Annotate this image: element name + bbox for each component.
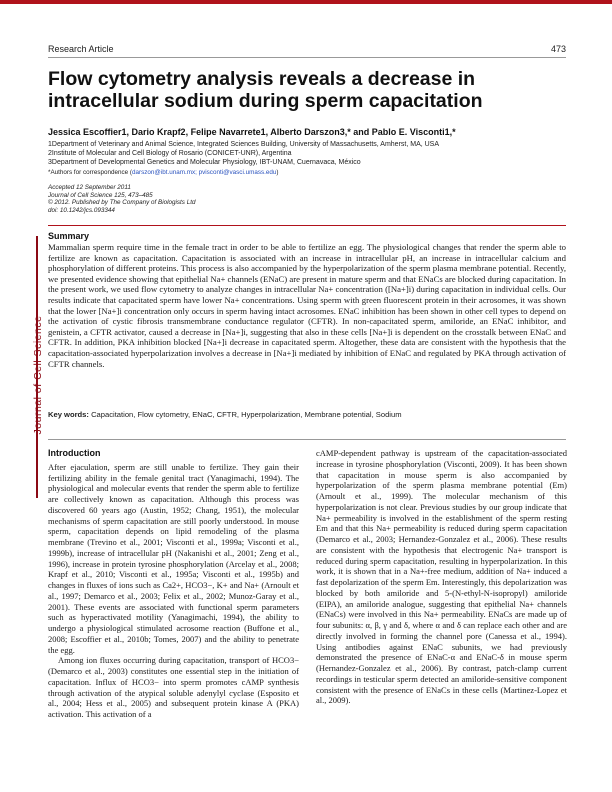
introduction-heading: Introduction [48, 448, 101, 458]
keywords-label: Key words: [48, 410, 89, 419]
article-title: Flow cytometry analysis reveals a decrease in intracellular sodium during sperm capacitation [48, 68, 483, 112]
journal-citation: Journal of Cell Science 125, 473–485 [48, 191, 153, 199]
copyright-line: © 2012. Published by The Company of Biologists Ltd [48, 199, 196, 207]
intro-paragraph-3: cAMP-dependent pathway is upstream of the capacitation-associated increase in tyrosine phosphorylation (Visconti, 2009). It has been shown that capacitation in mouse sperm is also accompanied by hyperpolarization of the sperm plasma membrane potential (Em) (Arnoult et al., 1999). The molecular mechanism of this hyperpolarization is not clear. Previous studies by our group indicate that Na+ permeability is involved in the establishment of the sperm resting Em and that this Na+ permeability is reduced during sperm capacitation (Demarco et al., 2003; Hernandez-Gonzalez et al., 2006). These results are consistent with the hypothesis that electrogenic Na+ transport is reduced during sperm capacitation, resulting in hyperpolarization. In this work, it is shown that in a Na+-free medium, addition of Na+ induced a fast depolarization of the sperm Em. Interestingly, this depolarization was blocked by both amiloride and 5-(N-ethyl-N-isopropyl) amiloride (EIPA), an amiloride analogue, suggesting that epithelial Na+ channels (ENaCs) were involved in this Na+ permeability. ENaCs are made up of four subunits: α, β, γ and δ, where α and δ can replace each other and are directly involved in forming the channel pore (Canessa et al., 1994). Using antibodies against ENaC subunits, we had previously demonstrated the presence of ENaC-α and ENaC-δ in mouse sperm (Hernandez-Gonzalez et al., 2006). By contrast, patch-clamp current recordings in testicular sperm detected an amiloride-sensitive component consistent with the presence of ENaCs in these cells (Martinez-Lopez et al., 2009). [316, 448, 567, 706]
affiliation-1: 1Department of Veterinary and Animal Science, Integrated Sciences Building, University of Massachusetts, Amherst, MA, USA [48, 141, 440, 148]
header-divider [48, 57, 566, 58]
top-accent-bar [0, 0, 612, 4]
affiliation-2: 2Institute of Molecular and Cell Biology of Rosario (CONICET-UNR), Argentina [48, 149, 292, 157]
page-number: 473 [550, 44, 566, 54]
publication-info [48, 184, 195, 214]
affiliation-3: 3Department of Developmental Genetics and Molecular Physiology, IBT-UNAM, Cuernavaca, México [48, 158, 361, 166]
intro-paragraph-2: Among ion fluxes occurring during capacitation, transport of HCO3− (Demarco et al., 2003) constitutes one essential step in the initiation of capacitation. Influx of HCO3− into sperm promotes cAMP synthesis through activation of the atypical soluble adenylyl cyclase (Esposito et al., 2004; Hess et al., 2005) and subsequent protein kinase A (PKA) activation. This activation of a [48, 655, 299, 719]
doi-line: doi: 10.1242/jcs.093344 [48, 206, 115, 214]
accepted-date: Accepted 12 September 2011 [48, 184, 131, 191]
correspondence-label: *Authors for correspondence ( [48, 168, 133, 176]
correspondence-emails[interactable]: darszon@ibt.unam.mx; pvisconti@vasci.umass.edu [132, 168, 277, 176]
intro-paragraph-1: After ejaculation, sperm are still unable to fertilize. They gain their fertilizing ability in the female genital tract (Yanagimachi, 1994). The physiological and molecular events that render the sperm able to fertilize are collectively known as capacitation. Although this process was discovered 60 years ago (Austin, 1952; Chang, 1951), the molecular mechanisms of sperm capacitation are still poorly understood. In mouse sperm, capacitation depends on lipid remodeling of the plasma membrane (Trevino et al., 2001; Visconti et al., 1999a; Visconti et al., 1999b), increase of intracellular pH (Nakanishi et al., 2001; Zeng et al., 1996), increase in protein tyrosine phosphorylation (Arcelay et al., 2008; Krapf et al., 2010; Visconti et al., 1995a; Visconti et al., 1995b) and changes in fluxes of ions such as Ca2+, HCO3−, K+ and Na+ (Arnoult et al., 1997; Demarco et al., 2003; Felix et al., 2002; Munoz-Garay et al., 2001). These events are associated with functional sperm parameters such as hyperactivated motility (Yanagimachi, 1994), the ability to undergo a physiological stimulated acrosome reaction (Buffone et al., 2008; Escoffier et al., 2010b; Tomes, 2007) and the ability to penetrate the egg. [48, 461, 299, 655]
body-column-left [48, 448, 299, 720]
keywords-line [48, 410, 566, 419]
keywords-list: Capacitation, Flow cytometry, ENaC, CFTR, Hyperpolarization, Membrane potential, Sodium [91, 410, 402, 419]
summary-divider [48, 225, 566, 226]
article-type-label: Research Article [48, 44, 114, 54]
affiliations [48, 141, 568, 178]
summary-heading: Summary [48, 231, 90, 241]
summary-text: Mammalian sperm require time in the female tract in order to be able to fertilize an egg. The physiological changes that render the sperm able to fertilize are known as capacitation. Capacitation is associated with an increase in intracellular pH, an increase in intracellular calcium and phosphorylation of different proteins. This process is also accompanied by the hyperpolarization of the sperm plasma membrane potential. Recently, we presented evidence showing that epithelial Na+ channels (ENaC) are present in mature sperm and that ENaCs are blocked during capacitation. In the present work, we used flow cytometry to analyze changes in intracellular Na+ concentration ([Na+]i) during capacitation in individual cells. Our results indicate that capacitated sperm have lower Na+ concentrations. Using sperm with green fluorescent protein in their acrosomes, it was shown that the lower [Na+]i concentration only occurs in sperm having intact acrosomes. ENaC inhibition has been shown in other cell types to depend on the activation of cystic fibrosis transmembrane conductance regulator (CFTR). In non-capacitated sperm, amiloride, an ENaC inhibitor, and genistein, a CFTR activator, caused a decrease in [Na+]i, suggesting that also in these cells [Na+]i is dependent on the crosstalk between ENaC and CFTR. In addition, PKA inhibition blocked [Na+]i decrease in capacitated sperm. Altogether, these data are consistent with the hypothesis that the capacitation-associated hyperpolarization involves a decrease in [Na+]i mediated by inhibition of ENaC and regulated by PKA through activation of CFTR channels. [48, 242, 566, 369]
body-column-right [316, 448, 567, 706]
author-list: Jessica Escoffier1, Dario Krapf2, Felipe Navarrete1, Alberto Darszon3,* and Pablo E. Visconti1,* [48, 127, 456, 137]
journal-side-label: Journal of Cell Science [32, 315, 44, 435]
correspondence-close: ) [276, 168, 279, 176]
keywords-divider [48, 439, 566, 440]
correspondence-line [48, 169, 568, 178]
